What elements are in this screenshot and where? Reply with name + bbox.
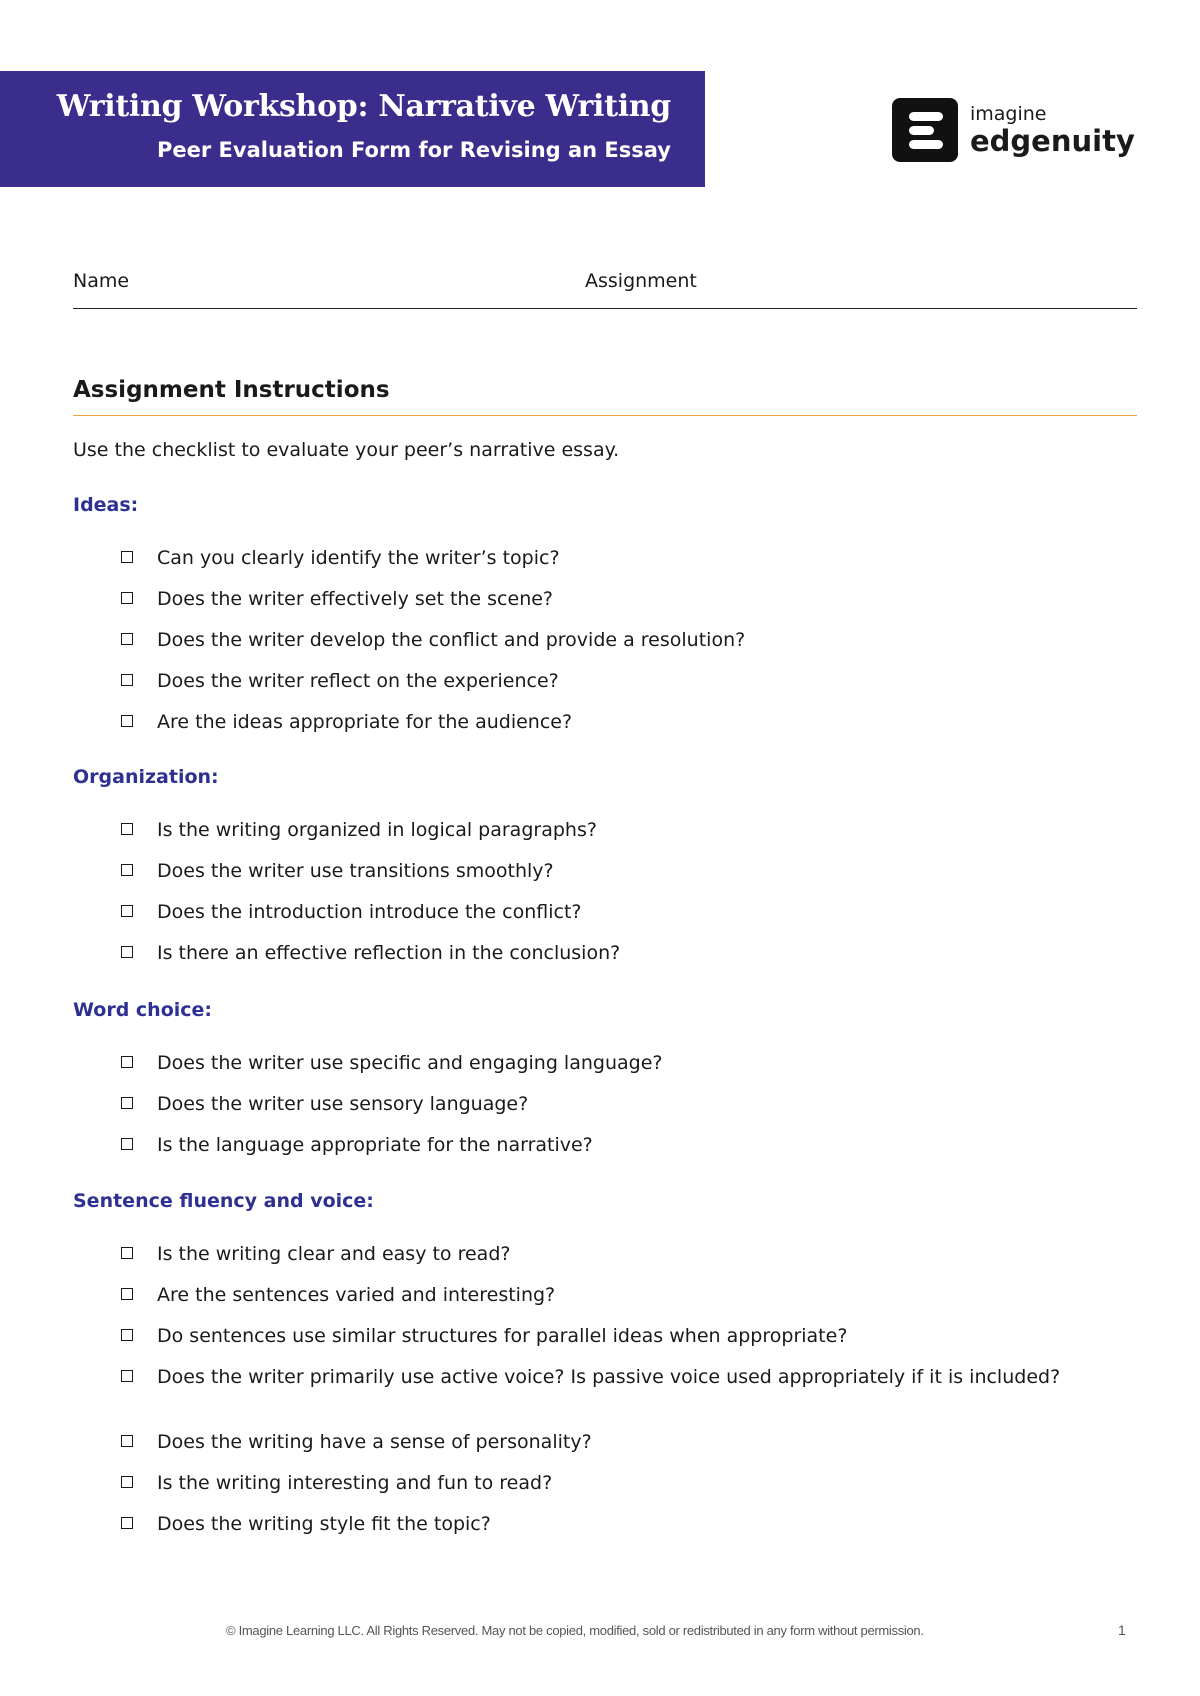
checkbox-icon[interactable] <box>121 1056 133 1068</box>
name-field-label: Name <box>73 270 130 292</box>
checkbox-icon[interactable] <box>121 1476 133 1488</box>
checklist-item-text: Is the writing organized in logical paragraphs? <box>157 819 597 841</box>
checkbox-icon[interactable] <box>121 715 133 727</box>
checklist-item-text: Does the writer develop the conflict and provide a resolution? <box>157 629 746 651</box>
section-label: Ideas: <box>73 494 139 516</box>
checklist-item-text: Does the writing have a sense of personality? <box>157 1431 592 1453</box>
instructions-text: Use the checklist to evaluate your peer’s narrative essay. <box>73 439 620 461</box>
document-title: Writing Workshop: Narrative Writing <box>56 89 671 124</box>
checkbox-icon[interactable] <box>121 823 133 835</box>
checkbox-icon[interactable] <box>121 592 133 604</box>
section-label: Organization: <box>73 766 219 788</box>
assignment-field-label: Assignment <box>585 270 697 292</box>
checklist-item-text: Does the writer reflect on the experience? <box>157 670 559 692</box>
checkbox-icon[interactable] <box>121 1138 133 1150</box>
checklist-item-text: Can you clearly identify the writer’s topic? <box>157 547 560 569</box>
checklist-item-text: Does the writer use transitions smoothly? <box>157 860 554 882</box>
checkbox-icon[interactable] <box>121 1517 133 1529</box>
checklist-item-text: Are the sentences varied and interesting? <box>157 1284 556 1306</box>
section-label: Word choice: <box>73 999 213 1021</box>
checklist-item-text: Are the ideas appropriate for the audience? <box>157 711 573 733</box>
document-subtitle: Peer Evaluation Form for Revising an Essay <box>157 138 671 162</box>
checklist-item-text: Is there an effective reflection in the conclusion? <box>157 942 621 964</box>
copyright-footer: © Imagine Learning LLC. All Rights Reserved. May not be copied, modified, sold or redistributed in any form without permission. <box>226 1623 924 1638</box>
checkbox-icon[interactable] <box>121 1288 133 1300</box>
logo-line-imagine: imagine <box>970 102 1047 125</box>
checkbox-icon[interactable] <box>121 1435 133 1447</box>
checklist-item-text: Do sentences use similar structures for parallel ideas when appropriate? <box>157 1325 848 1347</box>
checkbox-icon[interactable] <box>121 551 133 563</box>
section-label: Sentence fluency and voice: <box>73 1190 374 1212</box>
checklist-item-text: Is the writing interesting and fun to read? <box>157 1472 553 1494</box>
header-banner <box>0 71 705 187</box>
checklist-item-text: Does the writer use specific and engaging language? <box>157 1052 663 1074</box>
checklist-item-text: Does the writer use sensory language? <box>157 1093 529 1115</box>
checkbox-icon[interactable] <box>121 1329 133 1341</box>
logo-line-edgenuity: edgenuity <box>970 123 1135 158</box>
checkbox-icon[interactable] <box>121 864 133 876</box>
checkbox-icon[interactable] <box>121 946 133 958</box>
checkbox-icon[interactable] <box>121 1370 133 1382</box>
checklist-item-text: Does the introduction introduce the conflict? <box>157 901 582 923</box>
checkbox-icon[interactable] <box>121 1097 133 1109</box>
edgenuity-logo-icon <box>892 98 958 162</box>
name-assignment-row <box>73 270 1137 309</box>
checkbox-icon[interactable] <box>121 1247 133 1259</box>
checkbox-icon[interactable] <box>121 905 133 917</box>
checklist-item-text: Does the writer primarily use active voice? Is passive voice used appropriately if it is included? <box>157 1366 1061 1388</box>
page-number: 1 <box>1118 1622 1126 1638</box>
checklist-item-text: Does the writer effectively set the scene? <box>157 588 554 610</box>
checklist-item-text: Is the writing clear and easy to read? <box>157 1243 511 1265</box>
checkbox-icon[interactable] <box>121 633 133 645</box>
imagine-edgenuity-logo <box>892 98 1135 162</box>
logo-wordmark <box>970 102 1135 158</box>
checkbox-icon[interactable] <box>121 674 133 686</box>
checklist-item-text: Does the writing style fit the topic? <box>157 1513 491 1535</box>
instructions-heading: Assignment Instructions <box>73 377 1137 416</box>
checklist-item-text: Is the language appropriate for the narrative? <box>157 1134 593 1156</box>
